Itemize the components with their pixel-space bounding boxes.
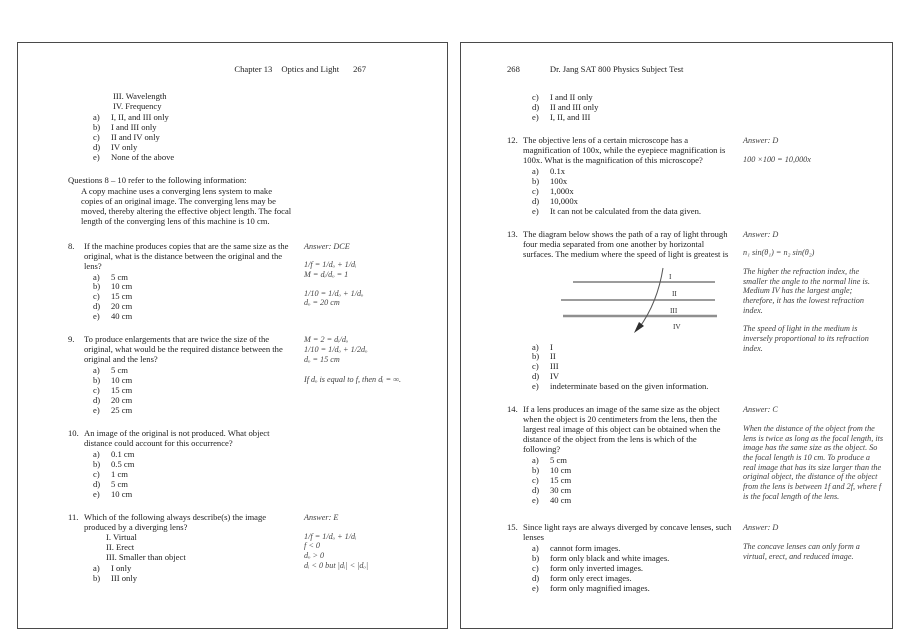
options-list [93, 113, 297, 163]
option-text: IV [550, 371, 560, 382]
roman-item: III. Smaller than object [106, 551, 186, 562]
explanation-note: If dₒ is equal to f, then dᵢ = ∞. [304, 375, 402, 385]
option-text: 30 cm [550, 485, 572, 496]
option-text: 15 cm [111, 385, 133, 396]
page-header [507, 65, 884, 75]
option-letter: e) [93, 488, 100, 499]
formula-line: dₒ = 20 cm [304, 298, 340, 308]
options-list [93, 273, 297, 323]
options-list [93, 366, 297, 416]
explanation-paragraph: The higher the refraction index, the smaller the angle to the normal line is. Medium IV has the largest angle; therefore, it has the lowest refraction index. [743, 266, 870, 315]
option-letter: a) [532, 341, 539, 352]
option-text: cannot form images. [550, 543, 621, 554]
option-text: form only erect images. [550, 573, 632, 584]
option-text: 15 cm [111, 291, 133, 302]
question-number: 13. [507, 228, 518, 239]
option-text: 1 cm [111, 468, 128, 479]
question-text: The diagram below shows the path of a ray of light through four media separated from one another by horizontal surfaces. The medium where the speed of light is greatest is [523, 228, 729, 259]
chapter-label: Chapter 13 [234, 64, 273, 74]
roman-item: I. Virtual [106, 531, 137, 542]
option-text: 10 cm [111, 488, 133, 499]
option-letter: a) [532, 455, 539, 466]
question-9 [68, 335, 439, 416]
question-text: To produce enlargements that are twice the size of the original, what would be the required distance between the original and the lens? [84, 334, 283, 365]
question-text: Since light rays are always diverged by concave lenses, such lenses [523, 522, 732, 543]
option-letter: e) [532, 381, 539, 392]
roman-numeral-list [113, 92, 297, 112]
answer-column [743, 136, 884, 164]
book-page-right [460, 42, 893, 629]
option-letter: a) [93, 111, 100, 122]
formula-line: f < 0 [304, 541, 320, 551]
page-number: 268 [507, 64, 520, 74]
option-text: 10 cm [111, 375, 133, 386]
option-text: 15 cm [550, 475, 572, 486]
option-letter: a) [532, 165, 539, 176]
option-letter: d) [532, 573, 540, 584]
calculation-line: 100 ×100 = 10,000x [743, 154, 811, 164]
option-letter: d) [532, 101, 540, 112]
option-text: 10 cm [111, 281, 133, 292]
option-letter: c) [532, 91, 539, 102]
option [93, 574, 297, 584]
option [93, 406, 297, 416]
question-number: 15. [507, 522, 518, 533]
option-letter: b) [93, 572, 101, 583]
option [532, 362, 736, 372]
option-letter: d) [532, 485, 540, 496]
options-list [532, 343, 736, 393]
option-text: 5 cm [111, 271, 128, 282]
question-number: 8. [68, 240, 75, 251]
formula-line: n₁ sin(θ₁) = n₂ sin(θ₂) [743, 248, 815, 258]
formula-line: dₒ > 0 [304, 550, 325, 560]
option-letter: a) [93, 562, 100, 573]
answer-label: Answer: D [743, 229, 779, 239]
option-letter: a) [93, 365, 100, 376]
options-list [532, 544, 736, 594]
option-text: 10,000x [550, 195, 578, 206]
questions-8-10-intro [68, 176, 439, 227]
option-text: II [550, 351, 556, 362]
option-text: 0.1 cm [111, 449, 135, 460]
option-letter: e) [93, 151, 100, 162]
option-text: 5 cm [111, 478, 128, 489]
option-letter: c) [93, 291, 100, 302]
option-letter: a) [532, 543, 539, 554]
formula-block [304, 260, 439, 279]
option-letter: d) [93, 301, 101, 312]
options-list [532, 167, 736, 217]
question-8 [68, 242, 439, 323]
option-letter: b) [93, 121, 101, 132]
book-page-left [17, 42, 448, 629]
formula-line: 1/f = 1/dₒ + 1/dᵢ [304, 531, 357, 541]
option-letter: d) [532, 371, 540, 382]
question-15 [507, 523, 884, 594]
option-text: 40 cm [550, 495, 572, 506]
refraction-diagram [559, 267, 736, 338]
option-letter: b) [532, 465, 540, 476]
option-text: 40 cm [111, 311, 133, 322]
option-text: I and III only [111, 121, 157, 132]
answer-column [304, 335, 439, 394]
option-letter: b) [93, 375, 101, 386]
question-11-continuation [507, 92, 884, 123]
option [532, 584, 736, 594]
question-text: Which of the following always describe(s) the image produced by a diverging lens? [84, 511, 267, 532]
option-text: form only black and white images. [550, 553, 670, 564]
question-number: 10. [68, 428, 79, 439]
answer-column [743, 405, 884, 510]
answer-label: Answer: D [743, 523, 779, 533]
question-number: 14. [507, 404, 518, 415]
explanation-paragraph: The concave lenses can only form a virtual, erect, and reduced image. [743, 542, 860, 561]
option-letter: b) [532, 175, 540, 186]
roman-item: III. Wavelength [113, 90, 167, 101]
option [532, 382, 736, 392]
option-letter: e) [93, 311, 100, 322]
answer-column [743, 523, 884, 570]
option-text: I, II, and III only [111, 111, 169, 122]
formula-line: 1/10 = 1/dₒ + 1/2dₒ [304, 345, 368, 355]
option [532, 352, 736, 362]
option-letter: d) [93, 478, 101, 489]
option [93, 490, 297, 500]
option-letter: c) [93, 131, 100, 142]
option-letter: e) [532, 205, 539, 216]
option-letter: e) [532, 111, 539, 122]
option-text: I, II, and III [550, 111, 591, 122]
explanation-list [743, 267, 884, 353]
medium-label-4: IV [673, 321, 681, 331]
question-13 [507, 230, 884, 393]
option-text: 5 cm [550, 455, 567, 466]
option-text: 25 cm [111, 405, 133, 416]
option-text: form only magnified images. [550, 583, 650, 594]
options-list [93, 450, 297, 500]
intro-heading: Questions 8 – 10 refer to the following information: [68, 174, 247, 185]
question-number: 9. [68, 334, 75, 345]
roman-item: II. Erect [106, 541, 135, 552]
question-14 [507, 405, 884, 510]
medium-label-1: I [669, 271, 672, 281]
light-ray [639, 268, 663, 328]
page-number: 267 [353, 64, 366, 74]
question-text: If a lens produces an image of the same size as the object when the object is 20 centimeters from the lens, then the largest real image of this object can be obtained when the distance of the object from the lens is which of the following? [523, 404, 721, 455]
option-letter: c) [93, 385, 100, 396]
explanation-list [743, 542, 884, 561]
option-text: I only [111, 562, 132, 573]
option-text: I and II only [550, 91, 593, 102]
option-letter: e) [532, 495, 539, 506]
formula-block [304, 335, 439, 364]
option-text: III only [111, 572, 138, 583]
page-header [68, 65, 366, 75]
option-letter: b) [532, 553, 540, 564]
question-number: 11. [68, 511, 79, 522]
option-text: IV only [111, 141, 138, 152]
question-text: If the machine produces copies that are the same size as the original, what is the distance between the original and the lens? [84, 240, 289, 271]
options-list [532, 456, 736, 506]
option-text: None of the above [111, 151, 175, 162]
answer-label: Answer: DCE [304, 241, 350, 251]
formula-block [304, 289, 439, 308]
option-text: It can not be calculated from the data given. [550, 205, 702, 216]
question-11 [68, 513, 439, 584]
option-text: 5 cm [111, 365, 128, 376]
option-letter: a) [93, 449, 100, 460]
option [532, 207, 736, 217]
option-letter: d) [532, 195, 540, 206]
option-letter: e) [532, 583, 539, 594]
option [532, 343, 736, 353]
option [532, 496, 736, 506]
option-text: 10 cm [550, 465, 572, 476]
roman-item: IV. Frequency [113, 100, 162, 111]
option-letter: c) [93, 468, 100, 479]
chapter-title: Optics and Light [281, 64, 340, 74]
medium-label-3: III [670, 305, 678, 315]
option-letter: e) [93, 405, 100, 416]
option-text: 1,000x [550, 185, 574, 196]
option-text: 0.1x [550, 165, 566, 176]
option-letter: d) [93, 395, 101, 406]
refraction-diagram-svg [559, 267, 719, 335]
option-letter: b) [532, 351, 540, 362]
question-number: 12. [507, 134, 518, 145]
answer-column [304, 513, 439, 579]
option-text: form only inverted images. [550, 563, 644, 574]
formula-line: M = 2 = dᵢ/dₒ [304, 335, 349, 345]
explanation-list [743, 424, 884, 501]
question-7-continuation [68, 92, 439, 163]
option-letter: b) [93, 459, 101, 469]
question-text: An image of the original is not produced. What object distance could account for this occurrence? [84, 428, 270, 449]
option-text: 20 cm [111, 395, 133, 406]
option-text: II and III only [550, 101, 599, 112]
options-list [532, 93, 736, 123]
option-text: 0.5 cm [111, 459, 135, 469]
options-list [93, 564, 297, 584]
option-letter: b) [93, 281, 101, 292]
option-text: III [550, 361, 559, 372]
option-text: II and IV only [111, 131, 160, 142]
formula-line: M = dᵢ/dₒ = 1 [304, 269, 349, 279]
question-text: The objective lens of a certain microscope has a magnification of 100x, while the eyepiece magnification is 100x. What is the magnification of this microscope? [523, 134, 726, 165]
answer-column [743, 230, 884, 363]
option-letter: c) [532, 475, 539, 486]
option [532, 113, 736, 123]
formula-block [304, 532, 439, 571]
book-title: Dr. Jang SAT 800 Physics Subject Test [549, 64, 684, 74]
option-text: indeterminate based on the given information. [550, 381, 709, 392]
formula-line: dₒ = 15 cm [304, 354, 340, 364]
intro-body: A copy machine uses a converging lens system to make copies of an original image. The converging lens may be moved, thereby altering the effective object length. The focal length of the converging lens of this machine is 10 cm. [81, 185, 292, 226]
option-letter: a) [93, 271, 100, 282]
question-10 [68, 429, 439, 500]
option-letter: c) [532, 185, 539, 196]
roman-numeral-list [106, 533, 297, 563]
option [93, 312, 297, 322]
explanation-paragraph: The speed of light in the medium is inversely proportional to its refraction index. [743, 324, 869, 353]
option-letter: c) [532, 361, 539, 372]
question-12 [507, 136, 884, 217]
formula-line: dᵢ < 0 but |dᵢ| < |dₒ| [304, 560, 369, 570]
answer-column [304, 242, 439, 317]
option [93, 153, 297, 163]
answer-label: Answer: D [743, 135, 779, 145]
answer-label: Answer: C [743, 405, 778, 415]
option-text: I [550, 341, 553, 352]
option-text: 20 cm [111, 301, 133, 312]
explanation-paragraph: When the distance of the object from the lens is twice as long as the focal length, its image has the same size as the object. So the focal length is 10 cm. To produce a real image that has its size larger than the original object, the distance of the object from the lens is between 1f and 2f, where f is the focal length of the lens. [743, 424, 884, 501]
option-letter: c) [532, 563, 539, 574]
option-text: 100x [550, 175, 568, 186]
medium-label-2: II [672, 288, 677, 298]
formula-line: 1/f = 1/dₒ + 1/dᵢ [304, 260, 357, 270]
formula-line: 1/10 = 1/dₒ + 1/dₒ [304, 288, 364, 298]
option-letter: d) [93, 141, 101, 152]
answer-label: Answer: E [304, 512, 339, 522]
